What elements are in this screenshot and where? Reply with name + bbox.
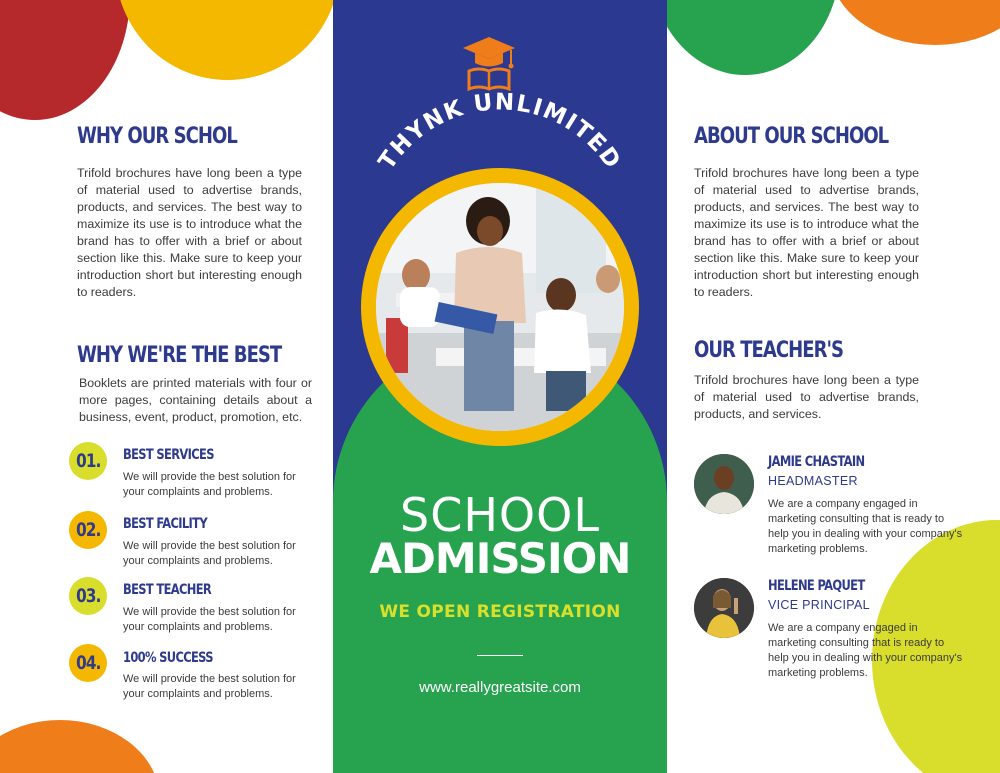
why-best-title: WHY WE'RE THE BEST bbox=[77, 343, 282, 368]
classroom-photo bbox=[376, 183, 624, 431]
feature-title: BEST TEACHER bbox=[123, 582, 212, 598]
feature-number-badge bbox=[69, 511, 107, 549]
avatar-vice-principal bbox=[694, 578, 754, 638]
left-panel bbox=[0, 0, 333, 773]
about-title: ABOUT OUR SCHOOL bbox=[694, 124, 889, 149]
teacher-name: JAMIE CHASTAIN bbox=[768, 454, 865, 470]
teachers-title: OUR TEACHER'S bbox=[694, 338, 844, 363]
divider bbox=[477, 655, 523, 656]
website-link[interactable]: www.reallygreatsite.com bbox=[419, 679, 581, 696]
brand-name-path: THYNK UNLIMITED bbox=[373, 89, 627, 175]
why-best-text: Booklets are printed materials with four or more pages, containing details about a business, event, product, promotion, etc. bbox=[79, 376, 312, 424]
feature-desc: We will provide the best solution for your complaints and problems. bbox=[123, 673, 296, 700]
feature-number-badge bbox=[69, 577, 107, 615]
why-school-text: Trifold brochures have long been a type of material used to advertise brands, products, and services. The best way to maximize its use is to introduce what the brand has to offer with a brief or about section like this. Make sure to keep your introduction short but interesting enough to readers. bbox=[77, 166, 302, 299]
feature-title: 100% SUCCESS bbox=[123, 650, 213, 666]
avatar bbox=[694, 454, 754, 514]
feature-desc: We will provide the best solution for your complaints and problems. bbox=[123, 540, 296, 567]
classroom-illustration bbox=[376, 183, 624, 431]
feature-desc: We will provide the best solution for your complaints and problems. bbox=[123, 606, 296, 633]
about-text: Trifold brochures have long been a type of material used to advertise brands, products, and services. The best way to maximize its use is to introduce what the brand has to offer with a brief or about section like this. Make sure to keep your introduction short but interesting enough to readers. bbox=[694, 166, 919, 299]
why-school-title: WHY OUR SCHOL bbox=[77, 124, 237, 149]
feature-number: 02. bbox=[75, 519, 101, 541]
feature-number: 01. bbox=[75, 450, 101, 472]
right-panel bbox=[667, 0, 1000, 773]
feature-number: 03. bbox=[75, 585, 101, 607]
avatar-headmaster bbox=[694, 454, 754, 514]
teacher-name: HELENE PAQUET bbox=[768, 578, 865, 594]
feature-desc: We will provide the best solution for your complaints and problems. bbox=[123, 471, 296, 498]
headline-admission: ADMISSION bbox=[369, 534, 631, 583]
teacher-desc: We are a company engaged in marketing consulting that is ready to help you in dealing with your company's marketing problems. bbox=[768, 622, 963, 679]
teacher-role: HEADMASTER bbox=[768, 474, 858, 488]
feature-title: BEST FACILITY bbox=[123, 516, 207, 532]
tagline: WE OPEN REGISTRATION bbox=[379, 602, 621, 622]
feature-number-badge bbox=[69, 644, 107, 682]
teachers-text: Trifold brochures have long been a type of material used to advertise brands, products, and services. bbox=[694, 373, 919, 421]
brand-name bbox=[374, 89, 626, 174]
teacher-desc: We are a company engaged in marketing consulting that is ready to help you in dealing with your company's marketing problems. bbox=[768, 498, 963, 555]
headline-school: SCHOOL bbox=[400, 488, 600, 542]
teacher-role: VICE PRINCIPAL bbox=[768, 598, 870, 612]
middle-panel bbox=[333, 0, 667, 773]
avatar bbox=[694, 578, 754, 638]
feature-number: 04. bbox=[75, 652, 101, 674]
feature-number-badge bbox=[69, 442, 107, 480]
feature-title: BEST SERVICES bbox=[123, 447, 214, 463]
